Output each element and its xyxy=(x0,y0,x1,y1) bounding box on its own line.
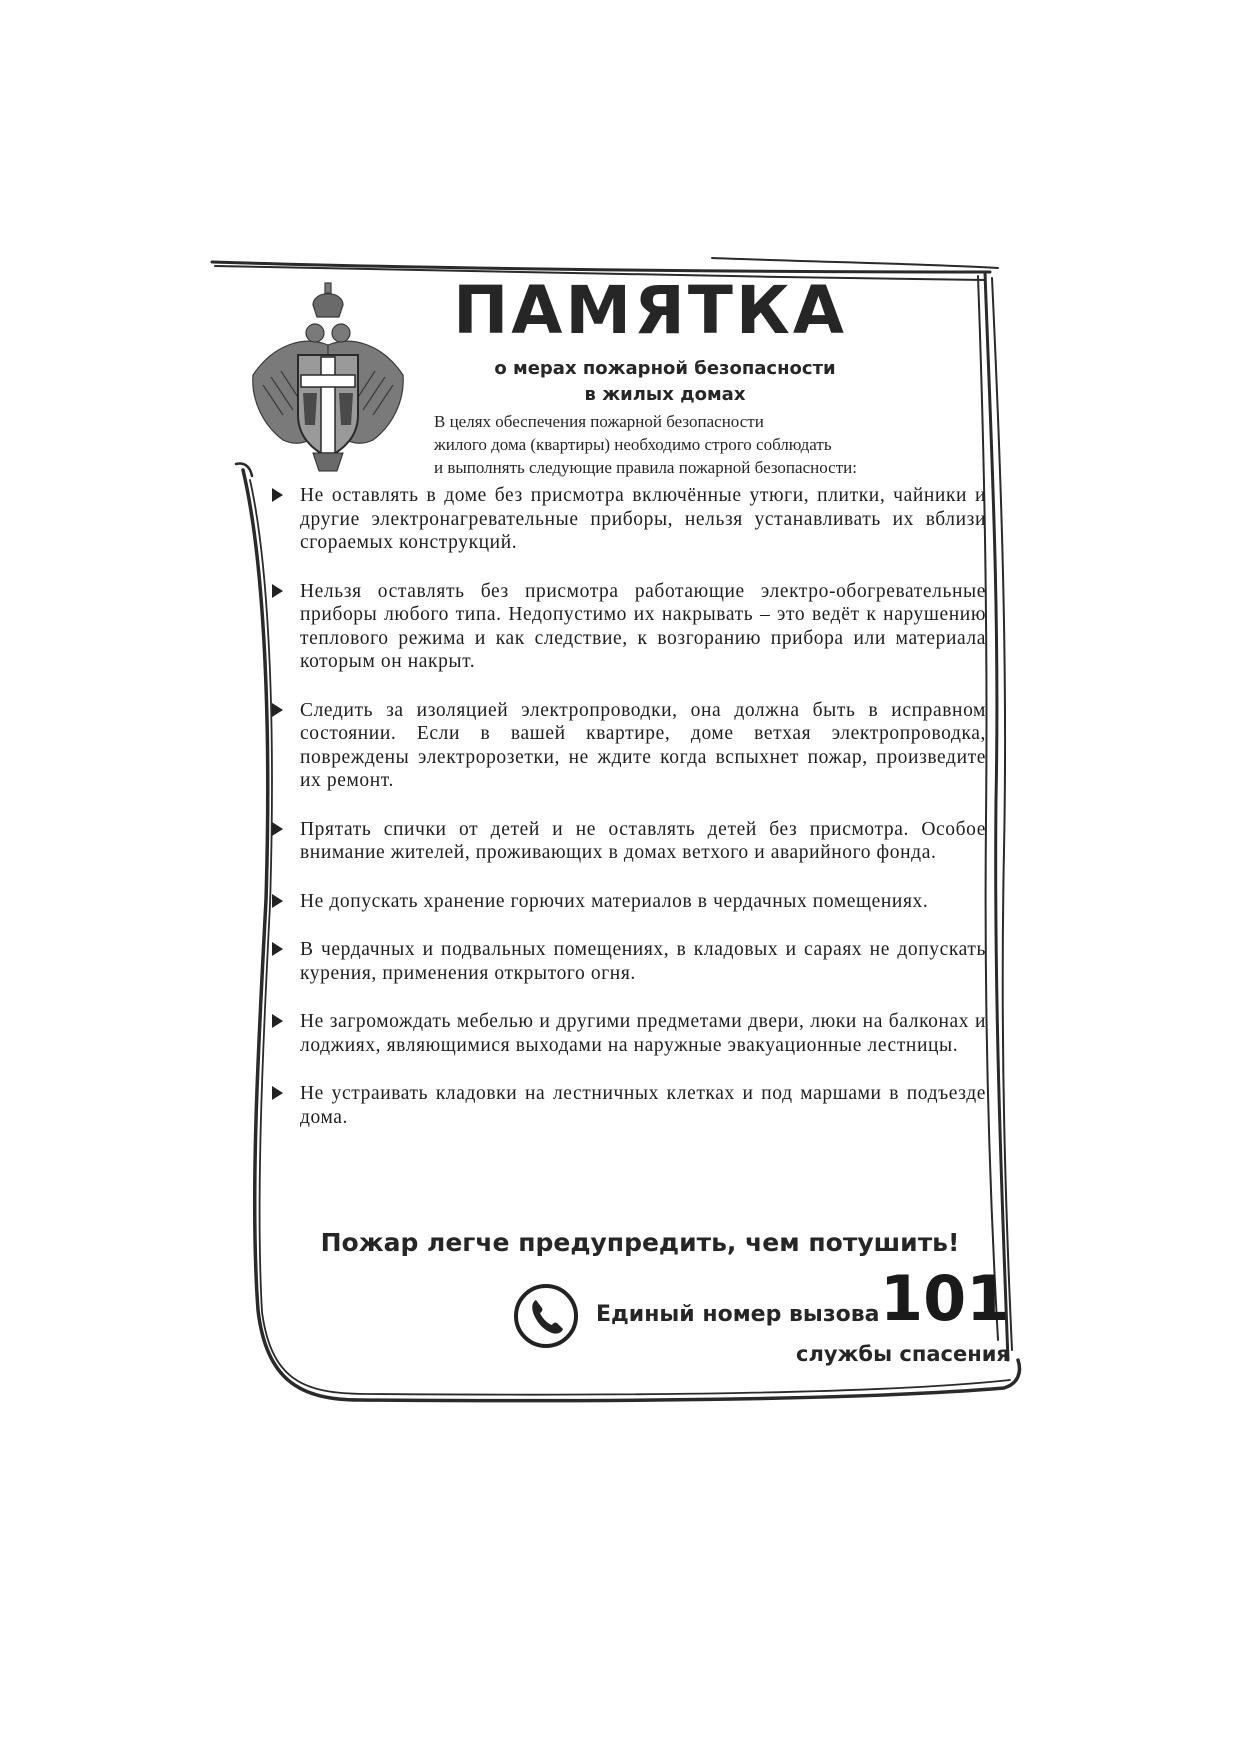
subtitle-line: в жилых домах xyxy=(584,384,746,405)
rule-item xyxy=(270,818,986,865)
rule-text: В чердачных и подвальных помещениях, в кладовых и сараях не допускать курения, применения открытого огня. xyxy=(300,939,986,984)
triangle-bullet-icon xyxy=(272,1086,283,1100)
triangle-bullet-icon xyxy=(272,584,283,598)
intro-line: жилого дома (квартиры) необходимо строго соблюдать xyxy=(434,435,832,454)
rule-item xyxy=(270,890,986,914)
rule-text: Прятать спички от детей и не оставлять детей без присмотра. Особое внимание жителей, проживающих в домах ветхого и аварийного фонда. xyxy=(300,818,986,863)
intro-paragraph xyxy=(434,410,974,479)
slogan: Пожар легче предупредить, чем потушить! xyxy=(320,1228,960,1257)
rule-text: Не устраивать кладовки на лестничных клетках и под маршами в подъезде дома. xyxy=(300,1083,986,1128)
phone-handset-icon xyxy=(512,1282,580,1350)
page-title: ПАМЯТКА xyxy=(453,272,847,349)
rule-item xyxy=(270,699,986,793)
page-subtitle xyxy=(470,356,860,408)
intro-line: и выполнять следующие правила пожарной безопасности: xyxy=(434,458,857,477)
triangle-bullet-icon xyxy=(272,1014,283,1028)
rules-list xyxy=(270,484,986,1154)
rule-text: Не загромождать мебелью и другими предметами двери, люки на балконах и лоджиях, являющимися выходами на наружные эвакуационные лестницы. xyxy=(300,1011,986,1056)
rule-text: Нельзя оставлять без присмотра работающие электро-обогревательные приборы любого типа. Недопустимо их накрывать – это ведёт к нарушению теплового режима и как следствие, к возгоранию прибора или материала которым он накрыт. xyxy=(300,580,986,672)
rule-item xyxy=(270,1082,986,1129)
rule-item xyxy=(270,484,986,555)
call-label: Единый номер вызова xyxy=(596,1302,880,1327)
triangle-bullet-icon xyxy=(272,488,283,502)
triangle-bullet-icon xyxy=(272,703,283,717)
rule-text: Следить за изоляцией электропроводки, она должна быть в исправном состоянии. Если в вашей квартире, доме ветхая электропроводка, повреждены электророзетки, не ждите когда вспыхнет пожар, произведите их ремонт. xyxy=(300,699,986,791)
subtitle-line: о мерах пожарной безопасности xyxy=(494,358,836,379)
rule-item xyxy=(270,1010,986,1057)
triangle-bullet-icon xyxy=(272,894,283,908)
rule-item xyxy=(270,938,986,985)
rule-text: Не допускать хранение горючих материалов в чердачных помещениях. xyxy=(300,890,929,912)
emergency-number: 101 xyxy=(880,1262,1010,1335)
intro-line: В целях обеспечения пожарной безопасности xyxy=(434,412,764,431)
triangle-bullet-icon xyxy=(272,822,283,836)
emercom-eagle-emblem-icon xyxy=(243,275,413,475)
triangle-bullet-icon xyxy=(272,942,283,956)
rule-item xyxy=(270,580,986,674)
rescue-service-label: службы спасения xyxy=(796,1342,1010,1366)
rule-text: Не оставлять в доме без присмотра включённые утюги, плитки, чайники и другие электронагревательные приборы, нельзя устанавливать их вблизи сгораемых конструкций. xyxy=(300,485,986,553)
